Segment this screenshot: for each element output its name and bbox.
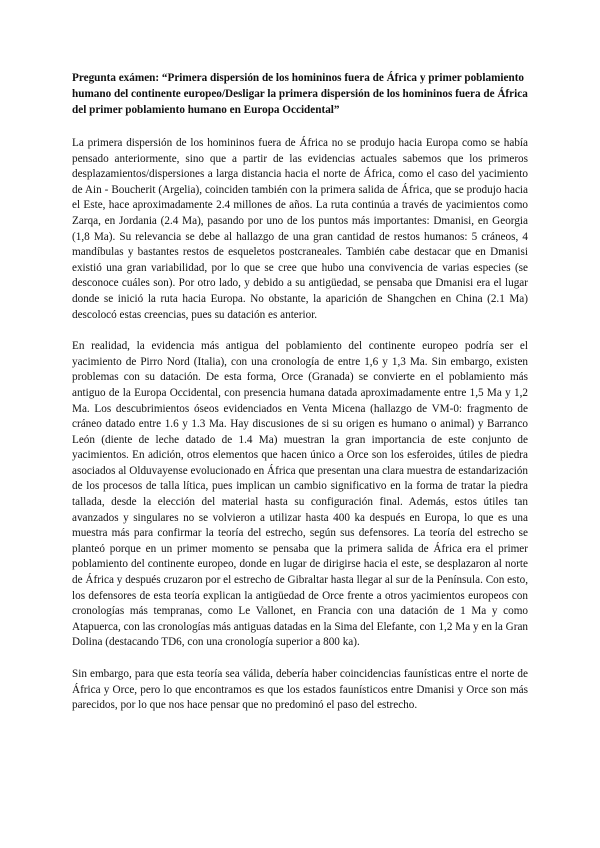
exam-question-heading: Pregunta exámen: “Primera dispersión de los homininos fuera de África y primer poblamiento humano del continente europeo/Desligar la primera dispersión de los homininos fuera de África del primer poblamiento humano en Europa Occidental” xyxy=(72,72,528,116)
paragraph-faunal-evidence: Sin embargo, para que esta teoría sea válida, debería haber coincidencias faunísticas entre el norte de África y Orce, pero lo que encontramos es que los estados faunísticos entre Dmanisi y Orce son más parecidos, por lo que nos hace pensar que no predominó el paso del estrecho. xyxy=(72,668,528,712)
paragraph-european-settlement: En realidad, la evidencia más antigua del poblamiento del continente europeo podría ser el yacimiento de Pirro Nord (Italia), con una cronología de entre 1,6 y 1,3 Ma. Sin embargo, existen problemas con su datación. De esta forma, Orce (Granada) se convierte en el poblamiento más antiguo de la Europa Occidental, con presencia humana datada aproximadamente entre 1,5 Ma y 1,2 Ma. Los descubrimientos óseos evidenciados en Venta Micena (hallazgo de VM-0: fragmento de cráneo datado entre 1.6 y 1.3 Ma. Hay discusiones de si su origen es humano o animal) y Barranco León (diente de leche datado de 1.4 Ma) muestran la gran importancia de este conjunto de yacimientos. En adición, otros elementos que hacen único a Orce son los esferoides, útiles de piedra asociados al Olduvayense evolucionado en África que presentan una clara muestra de estandarización de los procesos de talla lítica, pues implican un cambio significativo en la forma de tratar la piedra tallada, desde la elección del material hasta su configuración final. Además, estos útiles tan avanzados y singulares no se volvieron a utilizar hasta 400 ka después en Europa, lo que es una muestra más para confirmar la teoría del estrecho, según sus defensores. La teoría del estrecho se planteó porque en un primer momento se pensaba que la primera salida de África era el primer poblamiento del continente europeo, donde en lugar de dirigirse hacia el este, se desplazaron al norte de África y después cruzaron por el estrecho de Gibraltar hasta llegar al sur de la Península. Con esto, los defensores de esta teoría explican la antigüedad de Orce frente a otros yacimientos europeos con cronologías más tempranas, como Le Vallonet, en Francia con una datación de 1 Ma y como Atapuerca, con las cronologías más antiguas datadas en la Sima del Elefante, con 1,2 Ma y en la Gran Dolina (destacando TD6, con una cronología superior a 800 ka). xyxy=(72,340,528,649)
paragraph-first-dispersal: La primera dispersión de los homininos fuera de África no se produjo hacia Europa como se había pensado anteriormente, sino que a partir de las evidencias actuales sabemos que los primeros desplazamientos/dispersiones a larga distancia hacia el norte de África, como el caso del yacimiento de Ain - Boucherit (Argelia), coinciden también con la primera salida de África, que se produjo hacia el Este, hace aproximadamente 2.4 millones de años. La ruta continúa a través de yacimientos como Zarqa, en Jordania (2.4 Ma), pasando por uno de los puntos más importantes: Dmanisi, en Georgia (1,8 Ma). Su relevancia se debe al hallazgo de una gran cantidad de restos humanos: 5 cráneos, 4 mandíbulas y bastantes restos de esqueletos postcraneales. También cabe destacar que en Dmanisi existió una gran variabilidad, por lo que se cree que hubo una convivencia de varias especies (se desconoce cuáles son). Por otro lado, y debido a su antigüedad, se pensaba que Dmanisi era el lugar donde se inició la ruta hacia Europa. No obstante, la aparición de Shangchen en China (2.1 Ma) descolocó estas creencias, pues su datación es anterior. xyxy=(72,137,528,321)
